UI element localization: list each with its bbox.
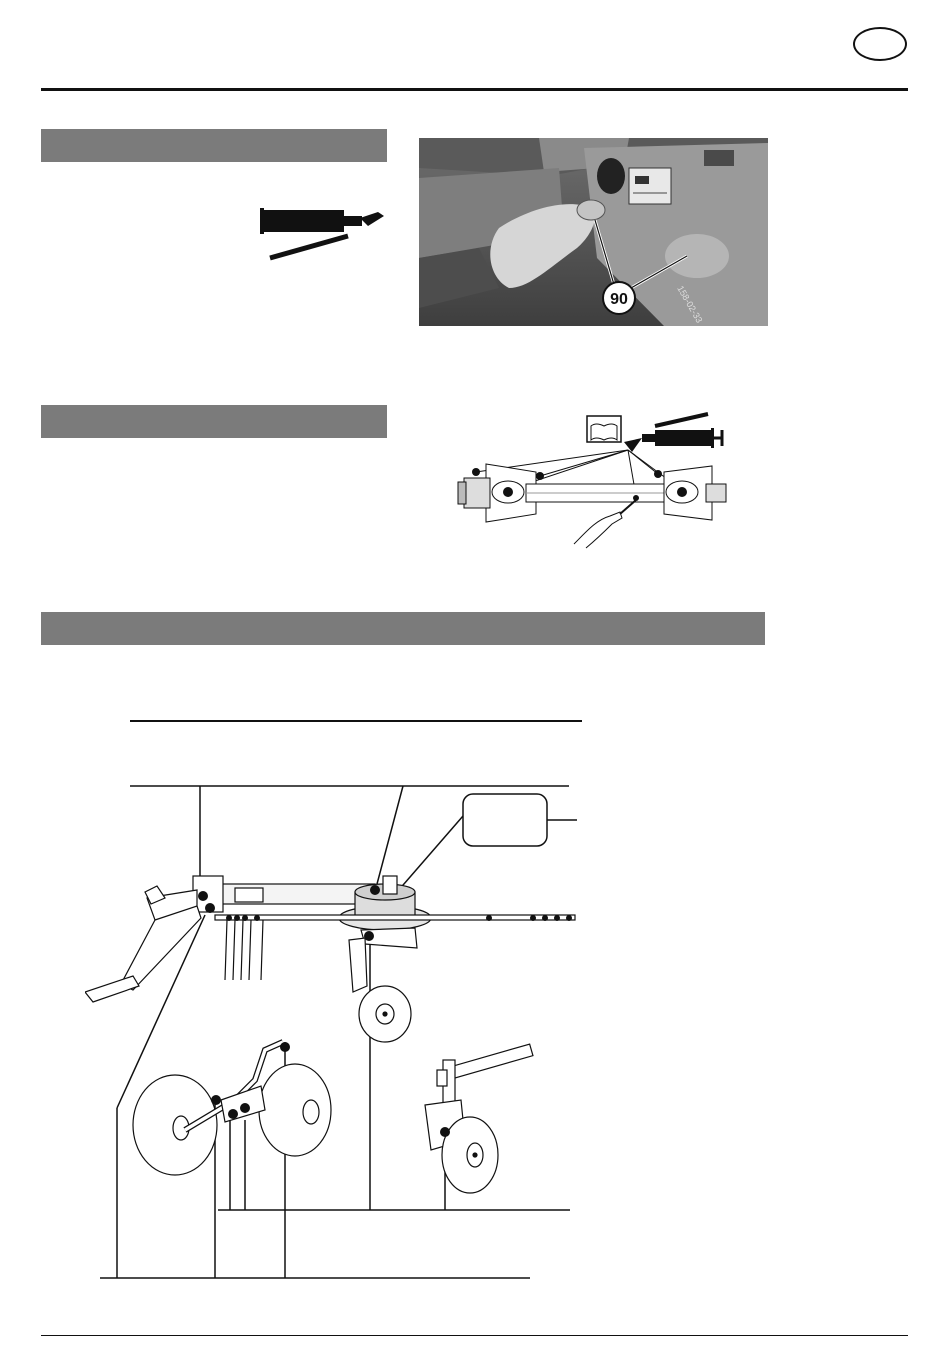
pto-shaft-diagram <box>446 412 731 552</box>
callout-box <box>463 794 547 846</box>
section-bar-3 <box>41 612 765 645</box>
header-rule <box>41 88 908 91</box>
photo-stamp: 158-02-33 <box>675 284 705 325</box>
table-rule-top <box>130 720 582 722</box>
section-bar-1 <box>41 129 387 162</box>
language-badge <box>853 27 907 61</box>
lubrication-photo <box>419 138 768 326</box>
book-icon <box>587 416 621 442</box>
section-bar-2 <box>41 405 387 438</box>
photo-callout-90: 90 <box>610 291 628 308</box>
grease-gun-icon <box>256 200 391 262</box>
grease-gun-icon <box>624 414 722 452</box>
rake-machine-diagram <box>85 780 585 1285</box>
footer-rule <box>41 1335 908 1336</box>
